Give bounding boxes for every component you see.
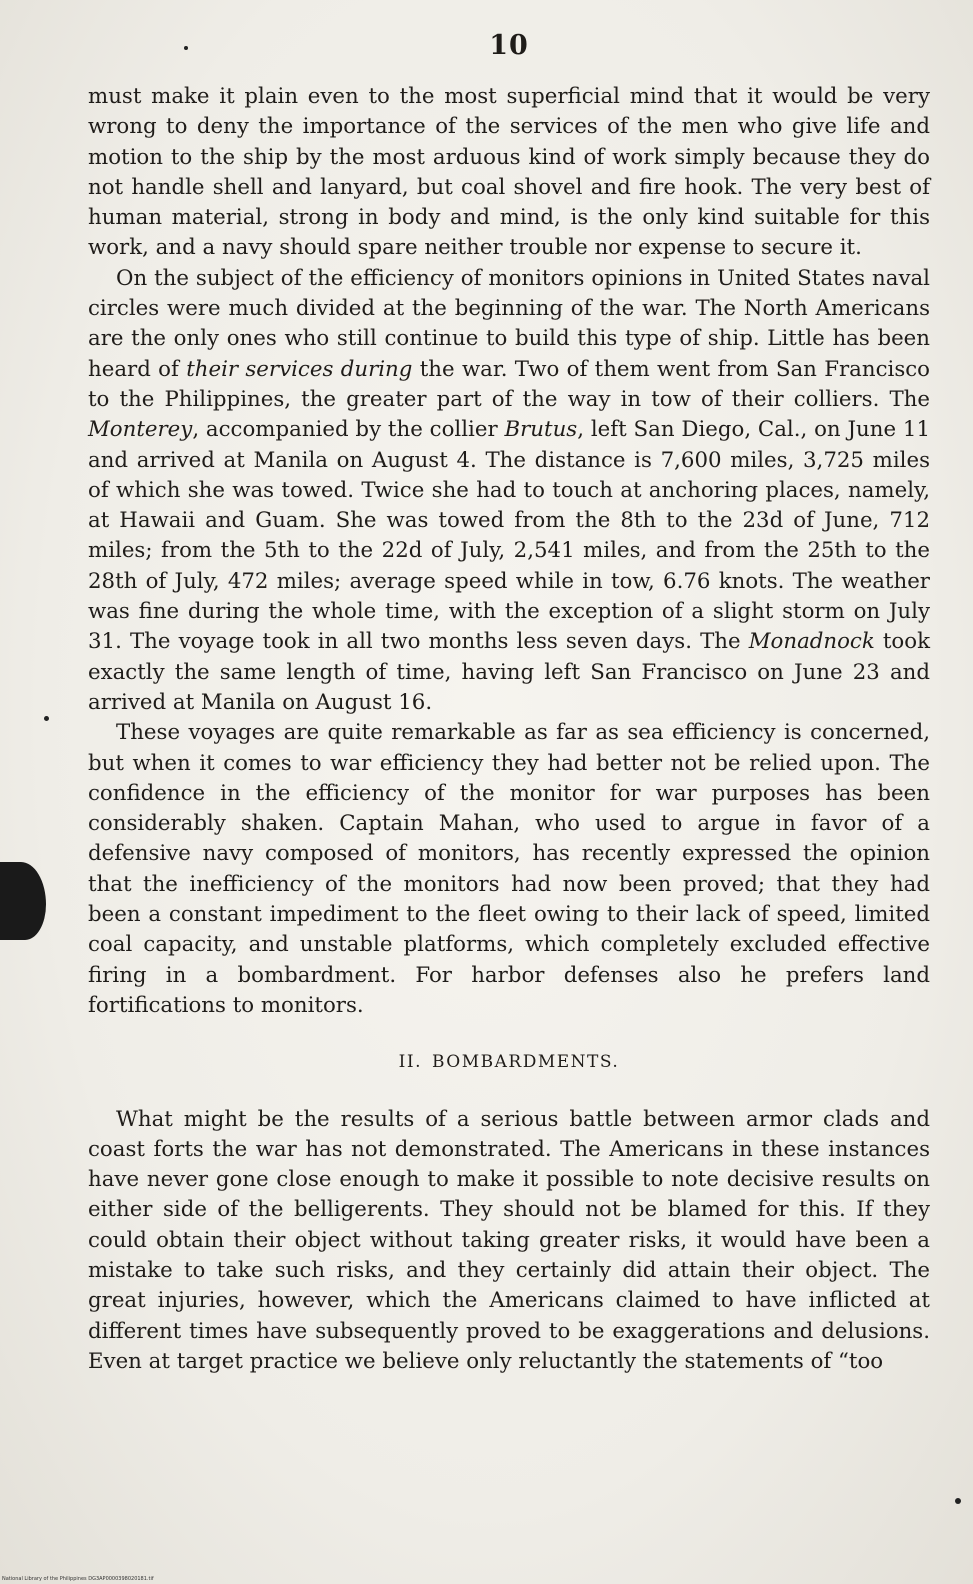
- text-run: , accompanied by the collier: [192, 417, 505, 443]
- text-run: , left San Diego, Cal., on June 11 and arrived at Manila on August 4. The distance is 7,600 miles, 3,725 miles of which she was towed. Twice she had to touch at anchoring places, namely, at Hawaii and Guam. She was towed from the 8th to the 23d of June, 712 miles; from the 5th to the 22d of July, 2,541 miles, and from the 25th to the 28th of July, 472 miles; average speed while in tow, 6.76 knots. The weather was fine during the whole time, with the exception of a slight storm on July 31. The voyage took in all two months less seven days. The: [88, 417, 930, 655]
- paragraph: [88, 1105, 930, 1378]
- body-text: [88, 82, 930, 1377]
- paragraph: [88, 264, 930, 718]
- text-run: On the subject of the efficiency of monitors opinions in United States naval circles were much divided at the beginning of the war. The North Americans are the only ones who still continue to build this type of ship. Little has been heard of: [88, 265, 930, 382]
- scan-blot: [0, 862, 46, 940]
- paragraph: [88, 718, 930, 1021]
- text-run: What might be the results of a serious battle between armor clads and coast forts the war has not demonstrated. The Americans in these instances have never gone close enough to make it possible to note decisive results on either side of the belligerents. They should not be blamed for this. If they could obtain their object without taking greater risks, it would have been a mistake to take such risks, and they certainly did attain their object. The great injuries, however, which the Americans claimed to have inflicted at different times have subsequently proved to be exaggerations and delusions. Even at target practice we believe only reluctantly the statements of “too: [88, 1106, 930, 1374]
- scan-speck: [44, 716, 49, 721]
- italic-text: Brutus: [504, 417, 578, 443]
- paragraph: [88, 82, 930, 264]
- scan-speck: [955, 1498, 961, 1504]
- section-title: BOMBARDMENTS.: [432, 1052, 620, 1073]
- page-number: 10: [489, 30, 529, 61]
- text-run: took exactly the same length of time, having left San Francisco on June 23 and arrived at Manila on August 16.: [88, 629, 930, 715]
- italic-text: their services during: [186, 356, 413, 382]
- section-heading: [88, 1047, 930, 1077]
- section-number: II.: [398, 1052, 422, 1073]
- text-run: These voyages are quite remarkable as far as sea efficiency is concerned, but when it comes to war efficiency they had better not be relied upon. The confidence in the efficiency of the monitor for war purposes has been considerably shaken. Captain Mahan, who used to argue in favor of a defensive navy composed of monitors, has recently expressed the opinion that the inefficiency of the monitors had now been proved; that they had been a constant impediment to the fleet owing to their lack of speed, limited coal capacity, and unstable platforms, which completely excluded effective firing in a bombardment. For harbor defenses also he prefers land fortifications to monitors.: [88, 720, 930, 1018]
- scan-speck: [184, 46, 188, 50]
- italic-text: Monadnock: [748, 629, 875, 655]
- italic-text: Monterey: [88, 417, 193, 443]
- footer-credit: National Library of the Philippines DG3AP0000398020181.tif: [2, 1576, 154, 1582]
- text-run: must make it plain even to the most superficial mind that it would be very wrong to deny the importance of the services of the men who give life and motion to the ship by the most arduous kind of work simply because they do not handle shell and lanyard, but coal shovel and fire hook. The very best of human material, strong in body and mind, is the only kind suitable for this work, and a navy should spare neither trouble nor expense to secure it.: [88, 84, 930, 261]
- text-run: the war. Two of them went from San Francisco to the Philippines, the greater part of the way in tow of their colliers. The: [88, 356, 930, 412]
